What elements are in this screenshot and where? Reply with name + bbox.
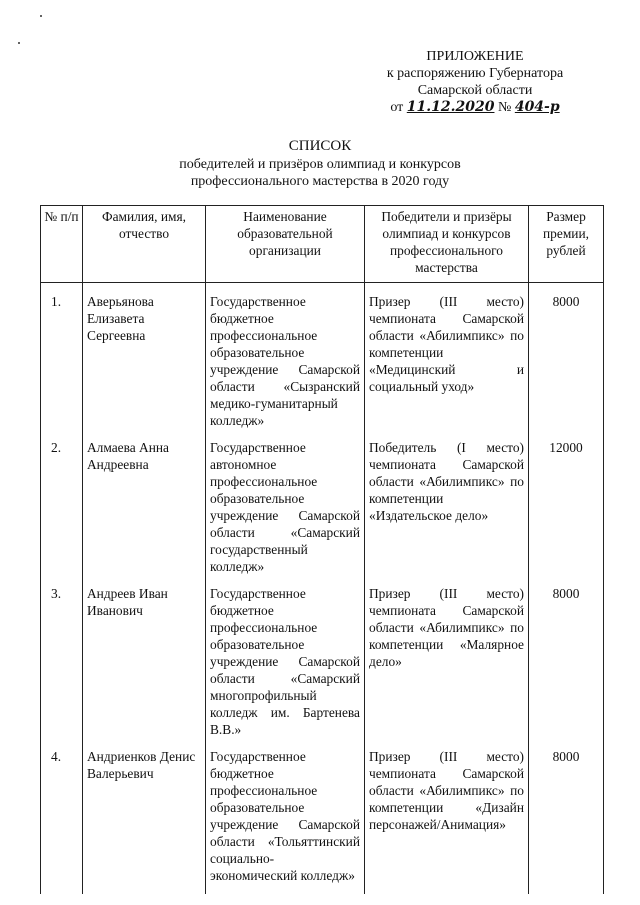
appendix-number: 404-р [514, 99, 560, 115]
appendix-from: от [390, 100, 404, 115]
row-org: Государственное бюджетное профессиональное образовательное учреждение Самарской области «Самарский многопрофильный колледж им. Бартенева В.В.» [206, 585, 365, 748]
row-num: 4. [41, 748, 83, 894]
row-name: Алмаева Анна Андреевна [83, 439, 206, 585]
speck [40, 15, 42, 17]
row-org: Государственное автономное профессиональное образовательное учреждение Самарской области «Самарский государственный колледж» [206, 439, 365, 585]
row-name: Андриенков Денис Валерьевич [83, 748, 206, 894]
header-win: Победители и призёры олимпиад и конкурсов профессионального мастерства [365, 206, 529, 283]
row-win: Победитель (I место) чемпионата Самарской области «Абилимпикс» по компетенции «Издательское дело» [365, 439, 529, 585]
list-title: СПИСОК [288, 138, 352, 154]
row-prize: 8000 [529, 585, 604, 748]
appendix-line1: к распоряжению Губернатора [386, 66, 564, 81]
row-prize: 8000 [529, 283, 604, 440]
row-win: Призер (III место) чемпионата Самарской области «Абилимпикс» по компетенции «Медицинский и социальный уход» [365, 283, 529, 440]
header-num: № п/п [41, 206, 83, 283]
row-num: 3. [41, 585, 83, 748]
list-subtitle [0, 156, 640, 190]
appendix-title: ПРИЛОЖЕНИЕ [426, 49, 524, 64]
table-header-row [41, 206, 604, 283]
row-org: Государственное бюджетное профессиональное образовательное учреждение Самарской области «Сызранский медико-гуманитарный колледж» [206, 283, 365, 440]
appendix-number-sign: № [497, 100, 512, 115]
table-row [41, 283, 604, 440]
row-win: Призер (III место) чемпионата Самарской области «Абилимпикс» по компетенции «Дизайн персонажей/Анимация» [365, 748, 529, 894]
list-subtitle-line1: победителей и призёров олимпиад и конкурсов [179, 157, 461, 172]
winners-table [40, 205, 604, 894]
row-name: Аверьянова Елизавета Сергеевна [83, 283, 206, 440]
table-row [41, 585, 604, 748]
table-row [41, 439, 604, 585]
appendix-date-line [360, 99, 590, 116]
speck [18, 42, 20, 44]
row-prize: 12000 [529, 439, 604, 585]
row-num: 1. [41, 283, 83, 440]
table-row [41, 748, 604, 894]
row-num: 2. [41, 439, 83, 585]
row-prize: 8000 [529, 748, 604, 894]
appendix-line2: Самарской области [417, 83, 533, 98]
row-win: Призер (III место) чемпионата Самарской области «Абилимпикс» по компетенции «Малярное дело» [365, 585, 529, 748]
list-subtitle-line2: профессионального мастерства в 2020 году [190, 174, 450, 189]
row-org: Государственное бюджетное профессиональное образовательное учреждение Самарской области «Тольяттинский социально-экономический колледж» [206, 748, 365, 894]
appendix-date: 11.12.2020 [406, 99, 495, 115]
row-name: Андреев Иван Иванович [83, 585, 206, 748]
appendix-block [360, 48, 590, 116]
header-prize: Размер премии, рублей [529, 206, 604, 283]
header-org: Наименование образовательной организации [206, 206, 365, 283]
header-name: Фамилия, имя, отчество [83, 206, 206, 283]
